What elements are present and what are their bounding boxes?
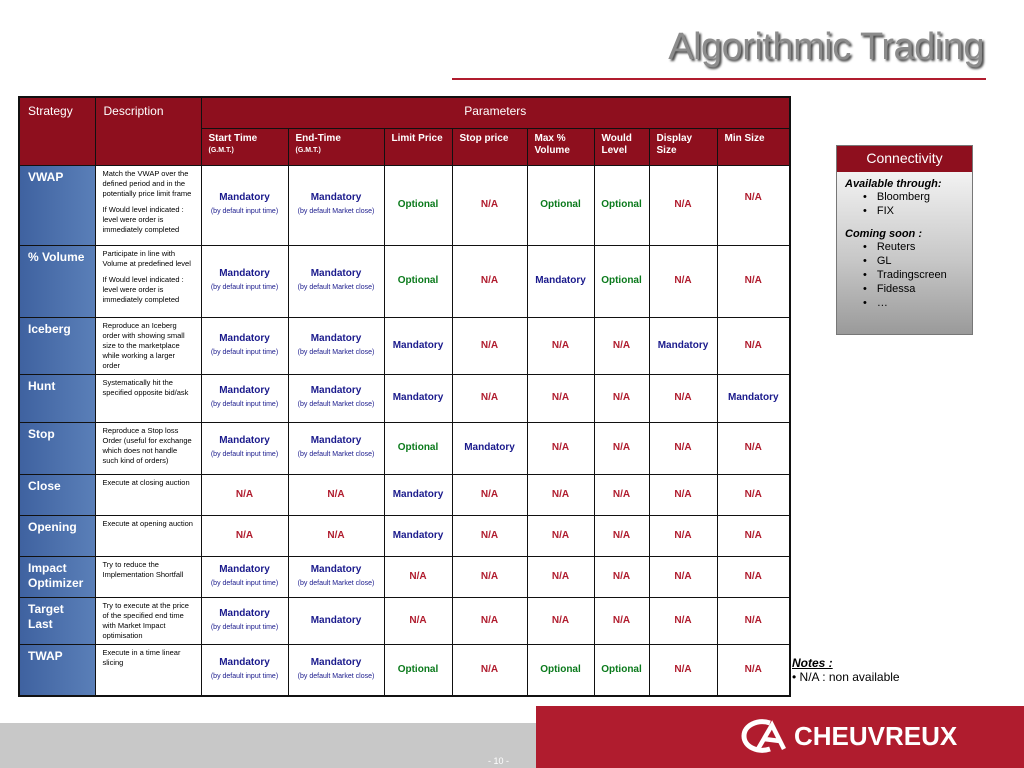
strategy-name: Iceberg bbox=[19, 317, 95, 374]
notes-item: • N/A : non available bbox=[792, 670, 900, 684]
table-row bbox=[19, 245, 790, 317]
table-row bbox=[19, 515, 790, 556]
table-row bbox=[19, 317, 790, 374]
description-text: If Would level indicated : level were order is immediately completed bbox=[102, 204, 184, 234]
param-value: Mandatory bbox=[310, 385, 362, 396]
strategy-name: Hunt bbox=[19, 374, 95, 422]
table-row bbox=[19, 644, 790, 696]
param-value: N/A bbox=[674, 275, 692, 286]
param-default-note: (by default Market close) bbox=[297, 284, 375, 291]
param-value: Mandatory bbox=[727, 392, 779, 403]
param-cell bbox=[201, 644, 288, 696]
param-header bbox=[384, 128, 452, 165]
param-header bbox=[649, 128, 717, 165]
param-cell bbox=[384, 317, 452, 374]
param-value: Optional bbox=[397, 663, 439, 675]
param-header-label: End-Time bbox=[295, 132, 341, 144]
table-row bbox=[19, 597, 790, 644]
notes-section bbox=[792, 656, 900, 684]
param-cell bbox=[717, 422, 790, 474]
param-value: N/A bbox=[551, 442, 570, 453]
param-cell bbox=[527, 644, 594, 696]
param-value: Optional bbox=[540, 663, 581, 675]
param-cell bbox=[452, 515, 527, 556]
strategy-name: TWAP bbox=[19, 644, 95, 696]
param-cell bbox=[384, 374, 452, 422]
description-text: If Would level indicated : level were order is immediately completed bbox=[102, 274, 184, 304]
param-cell bbox=[288, 317, 384, 374]
param-value: Mandatory bbox=[310, 268, 362, 279]
param-value: Mandatory bbox=[657, 339, 709, 351]
param-cell bbox=[288, 474, 384, 515]
param-default-note: (by default input time) bbox=[210, 284, 279, 291]
connectivity-item: • Bloomberg bbox=[863, 190, 964, 204]
param-value: N/A bbox=[674, 663, 692, 675]
param-cell bbox=[384, 556, 452, 597]
param-value: N/A bbox=[480, 529, 499, 541]
strategy-description bbox=[95, 474, 201, 515]
param-cell bbox=[452, 317, 527, 374]
param-cell bbox=[649, 474, 717, 515]
param-value: N/A bbox=[480, 199, 499, 210]
connectivity-box bbox=[836, 145, 973, 335]
param-cell bbox=[594, 317, 649, 374]
param-cell bbox=[384, 165, 452, 245]
header-strategy: Strategy bbox=[19, 97, 95, 165]
param-cell bbox=[717, 597, 790, 644]
param-value: N/A bbox=[551, 570, 570, 582]
param-cell bbox=[288, 597, 384, 644]
param-header bbox=[201, 128, 288, 165]
param-value: N/A bbox=[674, 488, 692, 500]
param-value: N/A bbox=[744, 191, 762, 203]
param-header-unit: (G.M.T.) bbox=[208, 146, 234, 154]
brand-logo bbox=[740, 718, 957, 754]
strategy-name: Target Last bbox=[19, 597, 95, 644]
param-cell bbox=[452, 474, 527, 515]
param-cell bbox=[717, 474, 790, 515]
param-default-note: (by default input time) bbox=[210, 348, 279, 356]
description-text: Reproduce an Iceberg order with showing small size to the marketplace while working a larger order bbox=[102, 320, 185, 370]
param-cell bbox=[201, 374, 288, 422]
param-cell bbox=[452, 165, 527, 245]
param-value: N/A bbox=[551, 488, 570, 500]
param-value: N/A bbox=[744, 570, 762, 582]
param-cell bbox=[288, 515, 384, 556]
param-cell bbox=[201, 597, 288, 644]
param-value: N/A bbox=[744, 488, 762, 500]
param-value: N/A bbox=[744, 614, 762, 626]
param-value: Mandatory bbox=[310, 614, 362, 626]
strategy-description bbox=[95, 422, 201, 474]
param-value: Mandatory bbox=[219, 563, 270, 575]
param-cell bbox=[201, 245, 288, 317]
param-value: Mandatory bbox=[219, 268, 270, 279]
connectivity-item: • FIX bbox=[863, 204, 964, 218]
param-cell bbox=[594, 245, 649, 317]
connectivity-item: • Reuters bbox=[863, 240, 964, 254]
param-value: N/A bbox=[480, 339, 499, 351]
param-value: N/A bbox=[674, 199, 692, 210]
param-value: N/A bbox=[480, 275, 499, 286]
param-cell bbox=[201, 422, 288, 474]
table-row bbox=[19, 374, 790, 422]
param-value: Mandatory bbox=[310, 332, 362, 344]
param-value: Mandatory bbox=[310, 435, 362, 446]
param-header bbox=[527, 128, 594, 165]
param-default-note: (by default Market close) bbox=[297, 348, 375, 356]
footer-gray-band bbox=[0, 723, 536, 768]
param-value: Optional bbox=[397, 442, 439, 453]
header-parameters: Parameters bbox=[201, 97, 790, 128]
param-value: N/A bbox=[744, 663, 762, 675]
table-row bbox=[19, 474, 790, 515]
param-value: N/A bbox=[480, 663, 499, 675]
strategy-name: Opening bbox=[19, 515, 95, 556]
param-cell bbox=[649, 597, 717, 644]
param-value: Mandatory bbox=[219, 435, 270, 446]
page-title: Algorithmic Trading bbox=[668, 26, 984, 68]
param-default-note: (by default input time) bbox=[210, 579, 279, 587]
param-default-note: (by default input time) bbox=[210, 623, 279, 631]
param-value: N/A bbox=[409, 570, 427, 582]
available-list bbox=[845, 190, 964, 218]
table-row bbox=[19, 422, 790, 474]
param-cell bbox=[717, 245, 790, 317]
param-cell bbox=[201, 556, 288, 597]
param-cell bbox=[594, 644, 649, 696]
strategy-description bbox=[95, 556, 201, 597]
param-value: N/A bbox=[480, 614, 499, 626]
param-value: N/A bbox=[551, 392, 570, 403]
param-cell bbox=[288, 644, 384, 696]
param-cell bbox=[384, 515, 452, 556]
strategy-description bbox=[95, 644, 201, 696]
param-value: N/A bbox=[409, 614, 427, 626]
connectivity-item: • Fidessa bbox=[863, 282, 964, 296]
param-cell bbox=[288, 165, 384, 245]
param-header bbox=[717, 128, 790, 165]
param-value: Mandatory bbox=[392, 392, 444, 403]
param-cell bbox=[594, 374, 649, 422]
param-value: N/A bbox=[674, 614, 692, 626]
param-value: N/A bbox=[674, 442, 692, 453]
param-header-label: Display Size bbox=[656, 132, 693, 156]
param-cell bbox=[649, 515, 717, 556]
description-text: Try to execute at the price of the specified end time with Market Impact optimisation bbox=[102, 600, 189, 640]
param-value: Optional bbox=[601, 199, 642, 210]
param-value: N/A bbox=[612, 392, 631, 403]
param-cell bbox=[452, 644, 527, 696]
description-text: Execute at closing auction bbox=[102, 477, 190, 487]
description-text: Reproduce a Stop loss Order (useful for exchange which does not handle such kind of orders) bbox=[102, 425, 192, 465]
param-cell bbox=[527, 374, 594, 422]
param-header-label: Min Size bbox=[724, 132, 765, 144]
param-value: Mandatory bbox=[219, 332, 270, 344]
title-divider bbox=[452, 78, 986, 80]
param-value: N/A bbox=[480, 570, 499, 582]
param-cell bbox=[649, 422, 717, 474]
strategy-name: VWAP bbox=[19, 165, 95, 245]
param-value: N/A bbox=[327, 488, 345, 500]
param-header-label: Stop price bbox=[459, 132, 509, 144]
strategy-name: Close bbox=[19, 474, 95, 515]
param-cell bbox=[594, 515, 649, 556]
param-header bbox=[288, 128, 384, 165]
param-cell bbox=[717, 317, 790, 374]
cheuvreux-mark-icon bbox=[740, 719, 786, 753]
param-cell bbox=[384, 474, 452, 515]
param-value: Optional bbox=[601, 275, 642, 286]
param-cell bbox=[717, 165, 790, 245]
param-cell bbox=[527, 556, 594, 597]
strategy-description bbox=[95, 515, 201, 556]
param-cell bbox=[527, 597, 594, 644]
param-cell bbox=[288, 374, 384, 422]
param-value: Optional bbox=[601, 663, 642, 675]
param-value: N/A bbox=[674, 570, 692, 582]
param-value: N/A bbox=[551, 614, 570, 626]
param-value: N/A bbox=[612, 570, 631, 582]
coming-soon-label: Coming soon : bbox=[845, 228, 922, 240]
param-value: N/A bbox=[235, 529, 254, 541]
param-value: N/A bbox=[612, 529, 631, 541]
param-header-label: Would Level bbox=[601, 132, 632, 156]
param-cell bbox=[717, 374, 790, 422]
param-cell bbox=[288, 556, 384, 597]
param-cell bbox=[649, 556, 717, 597]
param-cell bbox=[649, 245, 717, 317]
param-value: Mandatory bbox=[310, 656, 362, 668]
description-text: Execute in a time linear slicing bbox=[102, 647, 181, 667]
param-value: N/A bbox=[327, 529, 345, 541]
param-value: Mandatory bbox=[219, 607, 270, 619]
param-value: N/A bbox=[674, 529, 692, 541]
param-value: Mandatory bbox=[464, 442, 515, 453]
param-default-note: (by default Market close) bbox=[297, 672, 375, 680]
param-value: Mandatory bbox=[392, 529, 444, 541]
param-default-note: (by default input time) bbox=[210, 401, 279, 408]
param-default-note: (by default Market close) bbox=[297, 401, 375, 408]
param-header-label: Max % Volume bbox=[534, 132, 570, 156]
param-default-note: (by default Market close) bbox=[297, 579, 375, 587]
param-value: N/A bbox=[480, 488, 499, 500]
param-cell bbox=[717, 556, 790, 597]
param-cell bbox=[201, 165, 288, 245]
param-cell bbox=[384, 422, 452, 474]
param-cell bbox=[452, 556, 527, 597]
param-cell bbox=[201, 474, 288, 515]
description-text: Try to reduce the Implementation Shortfall bbox=[102, 559, 184, 579]
page-number: - 10 - bbox=[488, 756, 510, 766]
param-default-note: (by default input time) bbox=[210, 208, 279, 215]
param-cell bbox=[527, 515, 594, 556]
notes-title: Notes : bbox=[792, 656, 833, 670]
param-value: Mandatory bbox=[219, 192, 270, 203]
param-cell bbox=[649, 644, 717, 696]
param-value: Mandatory bbox=[535, 275, 586, 286]
strategy-description bbox=[95, 165, 201, 245]
strategy-table bbox=[18, 96, 791, 697]
strategy-name: Stop bbox=[19, 422, 95, 474]
param-value: N/A bbox=[612, 339, 631, 351]
param-value: N/A bbox=[744, 442, 762, 453]
param-header-unit: (G.M.T.) bbox=[295, 146, 321, 154]
strategy-description bbox=[95, 317, 201, 374]
param-default-note: (by default Market close) bbox=[297, 451, 375, 458]
param-cell bbox=[649, 317, 717, 374]
param-cell bbox=[594, 556, 649, 597]
table-row bbox=[19, 556, 790, 597]
param-value: N/A bbox=[551, 339, 570, 351]
param-cell bbox=[452, 597, 527, 644]
description-text: Match the VWAP over the defined period and in the potentially price limit frame bbox=[102, 168, 192, 198]
param-value: N/A bbox=[612, 442, 631, 453]
param-cell bbox=[201, 317, 288, 374]
param-header-label: Start Time bbox=[208, 132, 258, 144]
description-text: Systematically hit the specified opposite bid/ask bbox=[102, 377, 189, 397]
param-cell bbox=[384, 644, 452, 696]
param-cell bbox=[288, 422, 384, 474]
param-cell bbox=[649, 374, 717, 422]
param-value: N/A bbox=[612, 614, 631, 626]
param-cell bbox=[527, 165, 594, 245]
connectivity-title: Connectivity bbox=[837, 146, 972, 172]
param-value: N/A bbox=[235, 488, 254, 500]
connectivity-item: • GL bbox=[863, 254, 964, 268]
param-cell bbox=[594, 165, 649, 245]
param-default-note: (by default input time) bbox=[210, 451, 279, 458]
param-cell bbox=[384, 597, 452, 644]
param-header bbox=[594, 128, 649, 165]
connectivity-item: • … bbox=[863, 296, 964, 310]
connectivity-item: • Tradingscreen bbox=[863, 268, 964, 282]
param-cell bbox=[527, 245, 594, 317]
param-cell bbox=[452, 245, 527, 317]
param-default-note: (by default Market close) bbox=[297, 208, 375, 215]
param-value: Mandatory bbox=[219, 385, 270, 396]
param-cell bbox=[527, 422, 594, 474]
description-text: Participate in line with Volume at predefined level bbox=[102, 248, 191, 268]
param-value: Mandatory bbox=[392, 339, 444, 351]
param-cell bbox=[717, 644, 790, 696]
param-value: N/A bbox=[612, 488, 631, 500]
param-cell bbox=[717, 515, 790, 556]
param-value: N/A bbox=[744, 529, 762, 541]
table-row bbox=[19, 165, 790, 245]
strategy-description bbox=[95, 597, 201, 644]
param-value: Mandatory bbox=[392, 488, 444, 500]
description-text: Execute at opening auction bbox=[102, 518, 193, 528]
param-value: Mandatory bbox=[310, 192, 362, 203]
available-label: Available through: bbox=[845, 178, 942, 190]
param-cell bbox=[594, 474, 649, 515]
param-header-label: Limit Price bbox=[391, 132, 443, 144]
param-value: Mandatory bbox=[310, 563, 362, 575]
param-value: Optional bbox=[540, 199, 581, 210]
param-value: Mandatory bbox=[219, 656, 270, 668]
param-cell bbox=[384, 245, 452, 317]
param-value: N/A bbox=[744, 275, 762, 286]
param-cell bbox=[288, 245, 384, 317]
param-cell bbox=[649, 165, 717, 245]
param-value: Optional bbox=[397, 275, 439, 286]
param-value: Optional bbox=[397, 199, 439, 210]
param-default-note: (by default input time) bbox=[210, 672, 279, 680]
header-description: Description bbox=[95, 97, 201, 165]
strategy-name: % Volume bbox=[19, 245, 95, 317]
param-value: N/A bbox=[674, 392, 692, 403]
strategy-description bbox=[95, 374, 201, 422]
param-value: N/A bbox=[551, 529, 570, 541]
param-cell bbox=[594, 597, 649, 644]
param-cell bbox=[452, 422, 527, 474]
param-cell bbox=[201, 515, 288, 556]
coming-soon-list bbox=[845, 240, 964, 310]
param-value: N/A bbox=[744, 339, 762, 351]
strategy-description bbox=[95, 245, 201, 317]
param-header bbox=[452, 128, 527, 165]
param-value: N/A bbox=[480, 392, 499, 403]
param-cell bbox=[527, 474, 594, 515]
param-cell bbox=[527, 317, 594, 374]
strategy-name: Impact Optimizer bbox=[19, 556, 95, 597]
brand-name: CHEUVREUX bbox=[794, 720, 958, 751]
param-cell bbox=[594, 422, 649, 474]
param-cell bbox=[452, 374, 527, 422]
